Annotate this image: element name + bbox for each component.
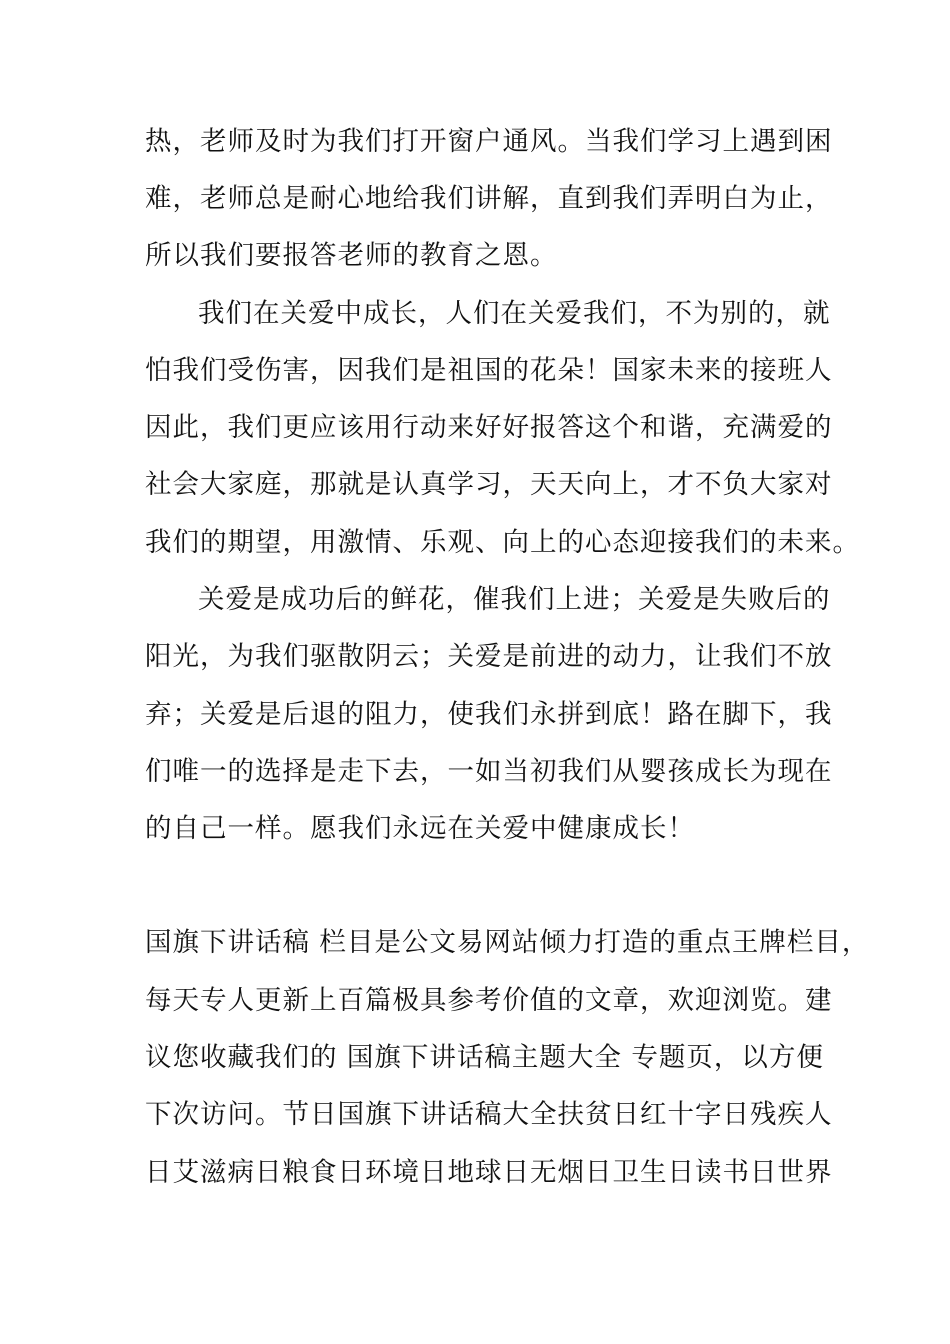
paragraph-3-line-2: 阳光，为我们驱散阴云；关爱是前进的动力，让我们不放: [145, 641, 833, 672]
paragraph-2-line-5: 我们的期望，用激情、乐观、向上的心态迎接我们的未来。: [145, 527, 860, 558]
paragraph-1-line-1: 热，老师及时为我们打开窗户通风。当我们学习上遇到困: [145, 126, 833, 157]
site-note-line-5: 日艾滋病日粮食日环境日地球日无烟日卫生日读书日世界: [145, 1157, 833, 1188]
paragraph-3-line-5: 的自己一样。愿我们永远在关爱中健康成长！: [145, 813, 695, 844]
paragraph-1-line-3: 所以我们要报答老师的教育之恩。: [145, 240, 558, 271]
site-note-line-1: 国旗下讲话稿 栏目是公文易网站倾力打造的重点王牌栏目，: [145, 927, 870, 958]
paragraph-3-line-1: 关爱是成功后的鲜花，催我们上进；关爱是失败后的: [198, 584, 831, 615]
site-note-line-3: 议您收藏我们的 国旗下讲话稿主题大全 专题页，以方便: [145, 1042, 824, 1073]
paragraph-2-line-3: 因此，我们更应该用行动来好好报答这个和谐，充满爱的: [145, 412, 833, 443]
paragraph-2-line-1: 我们在关爱中成长，人们在关爱我们，不为别的，就: [198, 298, 831, 329]
paragraph-2-line-4: 社会大家庭，那就是认真学习，天天向上，才不负大家对: [145, 469, 833, 500]
paragraph-3-line-4: 们唯一的选择是走下去，一如当初我们从婴孩成长为现在: [145, 756, 833, 787]
site-note-line-4: 下次访问。节日国旗下讲话稿大全扶贫日红十字日残疾人: [145, 1099, 833, 1130]
paragraph-1-line-2: 难，老师总是耐心地给我们讲解，直到我们弄明白为止，: [145, 183, 833, 214]
site-note-line-2: 每天专人更新上百篇极具参考价值的文章，欢迎浏览。建: [145, 985, 833, 1016]
paragraph-3-line-3: 弃；关爱是后退的阻力，使我们永拼到底！路在脚下，我: [145, 699, 833, 730]
paragraph-2-line-2: 怕我们受伤害，因我们是祖国的花朵！国家未来的接班人: [145, 355, 833, 386]
